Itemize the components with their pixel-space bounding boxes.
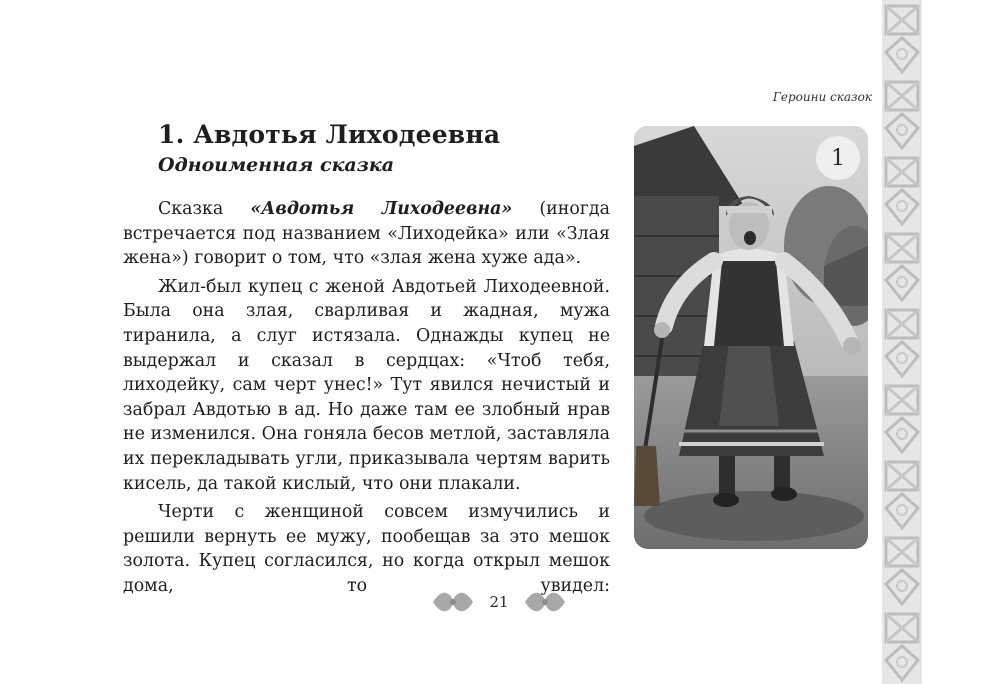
ornamental-border-icon [882,0,922,684]
body-text [123,197,610,599]
paragraph-1 [123,197,610,271]
page-footer [424,585,574,619]
card-number-badge: 1 [816,136,860,180]
paragraph-2: Жил-был купец с женой Авдотьей Лиходеевной. Была она злая, сварливая и жадная, мужа тиранила, а слуг истязала. Однажды купец не выдержал и сказал в сердцах: «Чтоб тебя, лиходейку, сам черт унес!» Тут явился нечистый и забрал Авдотью в ад. Но даже там ее злобный нрав не изменился. Она гоняла бесов метлой, заставляла их перекладывать угли, приказывала чертям варить кисель, да такой кислый, что они плакали. [123,276,610,494]
illustration-image [634,126,868,549]
page-number: 21 [489,593,509,611]
chapter-subtitle: Одноименная сказка [158,154,395,176]
left-flourish-icon [431,587,475,617]
running-header: Героини сказок [772,90,872,104]
paragraph-3: Черти с женщиной совсем измучились и решили вернуть ее мужу, пообещав за это мешок золота. Купец согласился, но когда открыл мешок дома, то увидел: [123,502,610,596]
paragraph-1-start: Сказка [158,199,251,219]
chapter-title: 1. Авдотья Лиходеевна [158,120,501,149]
paragraph-1-rest: (иногда встречается под названием «Лиходейка» или «Злая жена») говорит о том, что «злая жена хуже ада». [123,199,610,269]
right-flourish-icon [523,587,567,617]
tale-title: «Авдотья Лиходеевна» [250,199,513,219]
illustration-card [634,126,868,549]
